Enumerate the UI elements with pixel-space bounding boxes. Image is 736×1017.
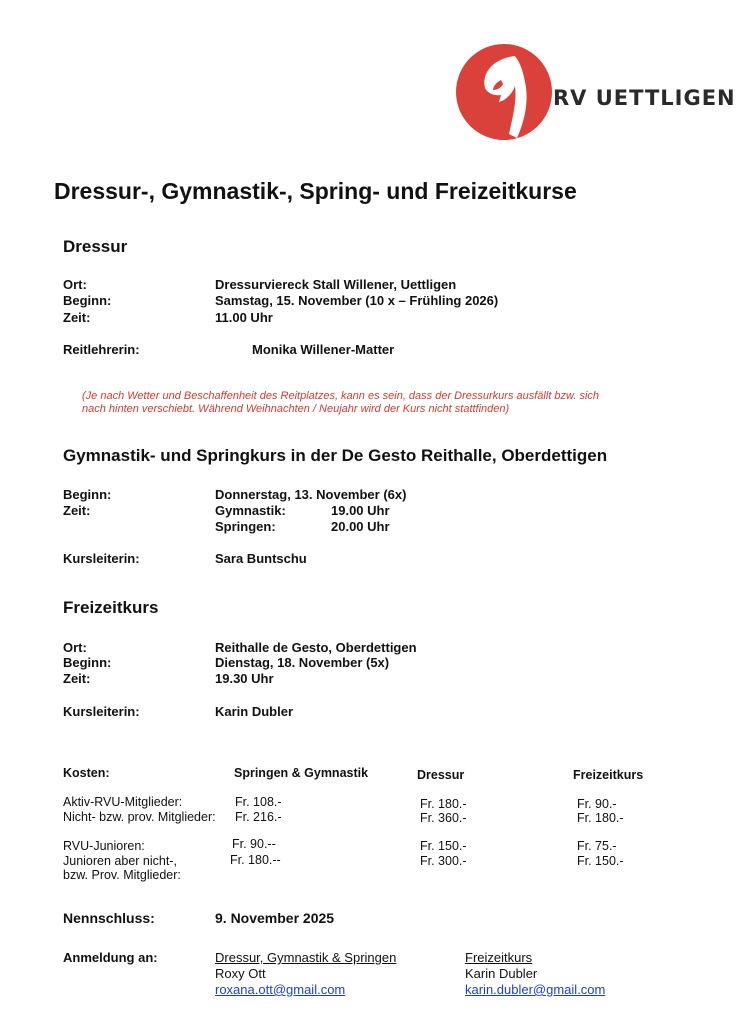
kosten-row-dressur: Fr. 180.- (420, 797, 467, 811)
frei-beginn-label: Beginn: (63, 655, 112, 670)
kosten-row-dressur: Fr. 150.- (420, 839, 467, 853)
frei-zeit-value: 19.30 Uhr (215, 671, 274, 686)
kosten-row-label: RVU-Junioren: (63, 839, 145, 853)
gym-springen-label: Springen: (215, 519, 276, 534)
frei-ort-value: Reithalle de Gesto, Oberdettigen (215, 640, 417, 655)
kosten-col-frei: Freizeitkurs (573, 768, 644, 782)
page-title: Dressur-, Gymnastik-, Spring- und Freizeitkurse (54, 178, 577, 204)
kosten-row-label: Junioren aber nicht-, (63, 854, 177, 868)
kosten-col-dressur: Dressur (417, 768, 465, 782)
dressur-beginn-value: Samstag, 15. November (10 x – Frühling 2026) (215, 293, 499, 308)
gym-zeit-label: Zeit: (63, 503, 91, 518)
kosten-row-spring: Fr. 180.-- (230, 853, 281, 867)
kosten-label: Kosten: (63, 766, 110, 780)
kosten-row-frei: Fr. 75.- (577, 839, 617, 853)
frei-leiter-label: Kursleiterin: (63, 704, 140, 719)
anmeldung-c1-email-link[interactable]: roxana.ott@gmail.com (215, 982, 346, 997)
kosten-row-frei: Fr. 150.- (577, 854, 624, 868)
gym-springen-time: 20.00 Uhr (331, 519, 390, 534)
dressur-lehrer-label: Reitlehrerin: (63, 342, 140, 357)
dressur-lehrer-value: Monika Willener-Matter (252, 342, 395, 357)
anmeldung-c1-title: Dressur, Gymnastik & Springen (215, 950, 397, 965)
frei-zeit-label: Zeit: (63, 671, 91, 686)
kosten-row-spring: Fr. 108.- (235, 795, 282, 809)
anmeldung-label: Anmeldung an: (63, 950, 158, 965)
anmeldung-c2-title: Freizeitkurs (465, 950, 533, 965)
logo (455, 42, 736, 142)
frei-beginn-value: Dienstag, 18. November (5x) (215, 655, 390, 670)
kosten-row-frei: Fr. 90.- (577, 797, 617, 811)
nennschluss-value: 9. November 2025 (215, 910, 335, 926)
anmeldung-c1-name: Roxy Ott (215, 966, 266, 981)
kosten-col-spring: Springen & Gymnastik (234, 766, 369, 780)
anmeldung-c2-name: Karin Dubler (465, 966, 538, 981)
kosten-row-dressur: Fr. 300.- (420, 854, 467, 868)
kosten-row-spring: Fr. 216.- (235, 810, 282, 824)
horse-head-logo-icon (455, 42, 555, 142)
gym-leiter-label: Kursleiterin: (63, 551, 140, 566)
gym-leiter-value: Sara Buntschu (215, 551, 307, 566)
nennschluss-label: Nennschluss: (63, 910, 155, 926)
frei-heading: Freizeitkurs (63, 598, 159, 617)
kosten-row-label: Aktiv-RVU-Mitglieder: (63, 795, 183, 809)
kosten-row-dressur: Fr. 360.- (420, 811, 467, 825)
anmeldung-c2-email-link[interactable]: karin.dubler@gmail.com (465, 982, 606, 997)
dressur-note-line1: (Je nach Wetter und Beschaffenheit des Reitplatzes, kann es sein, dass der Dressurkurs ausfällt bzw. sich (82, 390, 600, 402)
gym-beginn-label: Beginn: (63, 487, 112, 502)
frei-leiter-value: Karin Dubler (215, 704, 294, 719)
logo-text: RV UETTLIGEN (553, 86, 736, 110)
frei-ort-label: Ort: (63, 640, 87, 655)
dressur-heading: Dressur (63, 237, 128, 256)
dressur-zeit-value: 11.00 Uhr (215, 310, 273, 325)
dressur-zeit-label: Zeit: (63, 310, 91, 325)
dressur-beginn-label: Beginn: (63, 293, 112, 308)
dressur-ort-value: Dressurviereck Stall Willener, Uettligen (215, 277, 457, 292)
dressur-ort-label: Ort: (63, 277, 87, 292)
gym-beginn-value: Donnerstag, 13. November (6x) (215, 487, 407, 502)
kosten-row-spring: Fr. 90.-- (232, 837, 276, 851)
gym-gymnastik-label: Gymnastik: (215, 503, 286, 518)
kosten-row-extra: bzw. Prov. Mitglieder: (63, 868, 181, 882)
kosten-row-label: Nicht- bzw. prov. Mitglieder: (63, 810, 216, 824)
kosten-row-frei: Fr. 180.- (577, 811, 624, 825)
gym-gymnastik-time: 19.00 Uhr (331, 503, 390, 518)
gym-heading: Gymnastik- und Springkurs in der De Gesto Reithalle, Oberdettigen (63, 446, 608, 465)
dressur-note-line2: nach hinten verschiebt. Während Weihnachten / Neujahr wird der Kurs nicht stattfinden) (82, 403, 510, 415)
